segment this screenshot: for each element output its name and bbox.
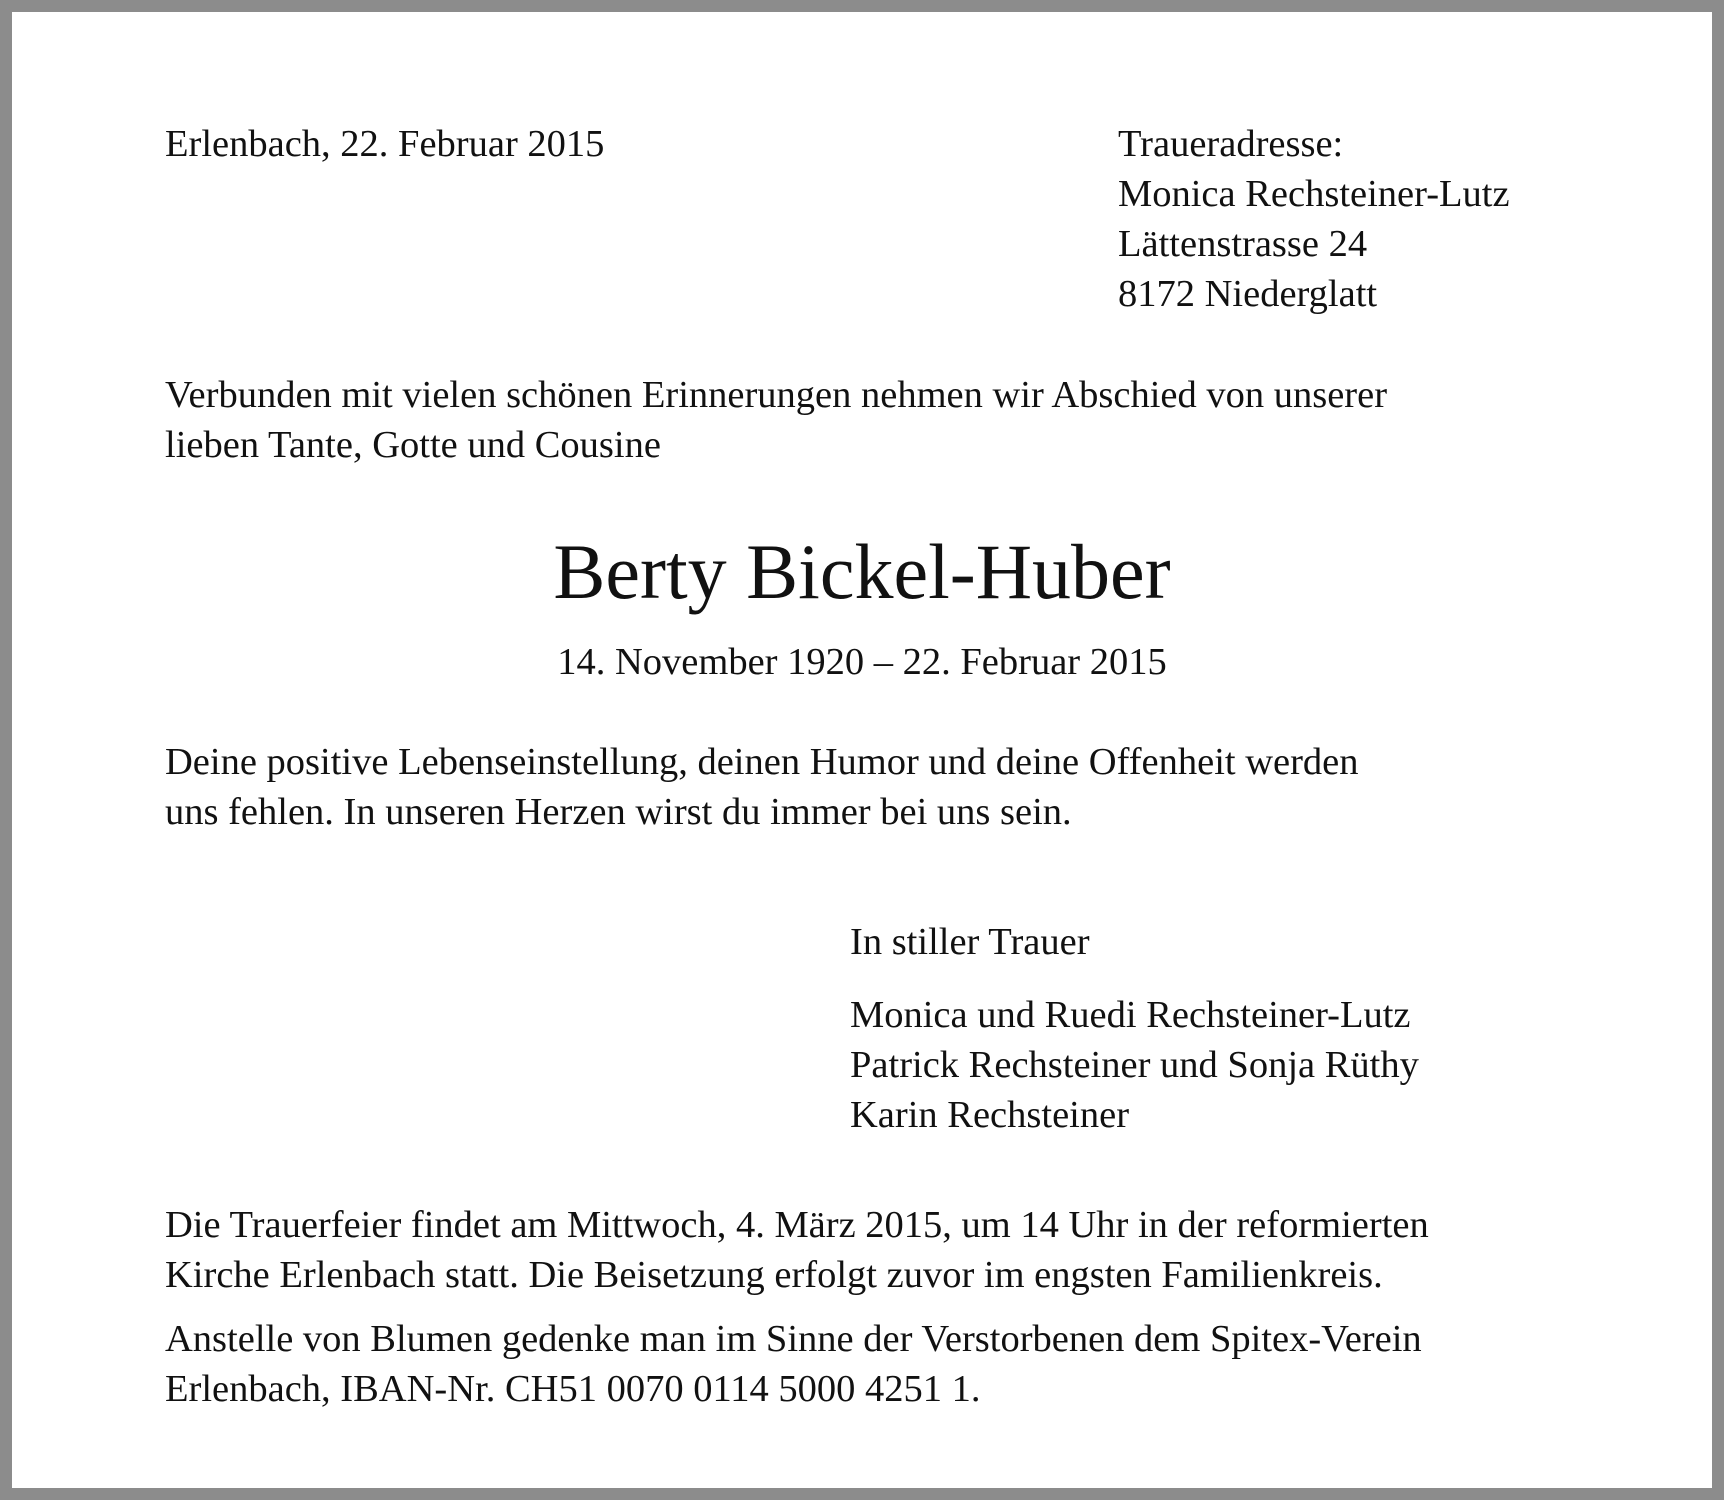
ceremony-paragraph — [165, 1200, 1429, 1300]
mourner-name: Karin Rechsteiner — [850, 1094, 1130, 1136]
intro-line: lieben Tante, Gotte und Cousine — [165, 424, 661, 466]
address-line: Lättenstrasse 24 — [1118, 223, 1368, 265]
donation-line: Erlenbach, IBAN-Nr. CH51 0070 0114 5000 4251 1. — [165, 1368, 981, 1410]
life-dates: 14. November 1920 – 22. Februar 2015 — [557, 641, 1167, 683]
donation-paragraph — [165, 1314, 1422, 1414]
ceremony-line: Kirche Erlenbach statt. Die Beisetzung erfolgt zuvor im engsten Familienkreis. — [165, 1254, 1383, 1296]
grief-line: In stiller Trauer — [850, 921, 1090, 963]
intro-paragraph — [165, 370, 1387, 470]
obituary-page — [12, 12, 1712, 1488]
mourners-list — [850, 990, 1419, 1140]
donation-line: Anstelle von Blumen gedenke man im Sinne der Verstorbenen dem Spitex-Verein — [165, 1318, 1422, 1360]
mourner-name: Patrick Rechsteiner und Sonja Rüthy — [850, 1044, 1419, 1086]
intro-line: Verbunden mit vielen schönen Erinnerungen nehmen wir Abschied von unserer — [165, 374, 1388, 416]
ceremony-line: Die Trauerfeier findet am Mittwoch, 4. März 2015, um 14 Uhr in der reformierten — [165, 1204, 1429, 1246]
address-line: Monica Rechsteiner-Lutz — [1118, 173, 1510, 215]
mourner-name: Monica und Ruedi Rechsteiner-Lutz — [850, 994, 1411, 1036]
deceased-name: Berty Bickel-Huber — [553, 528, 1171, 615]
tribute-line: uns fehlen. In unseren Herzen wirst du immer bei uns sein. — [165, 791, 1072, 833]
mourning-address — [1118, 119, 1510, 319]
tribute-line: Deine positive Lebenseinstellung, deinen Humor und deine Offenheit werden — [165, 741, 1359, 783]
address-line: 8172 Niederglatt — [1118, 273, 1378, 315]
address-label: Traueradresse: — [1118, 123, 1344, 165]
place-date: Erlenbach, 22. Februar 2015 — [165, 123, 605, 165]
tribute-paragraph — [165, 737, 1359, 837]
